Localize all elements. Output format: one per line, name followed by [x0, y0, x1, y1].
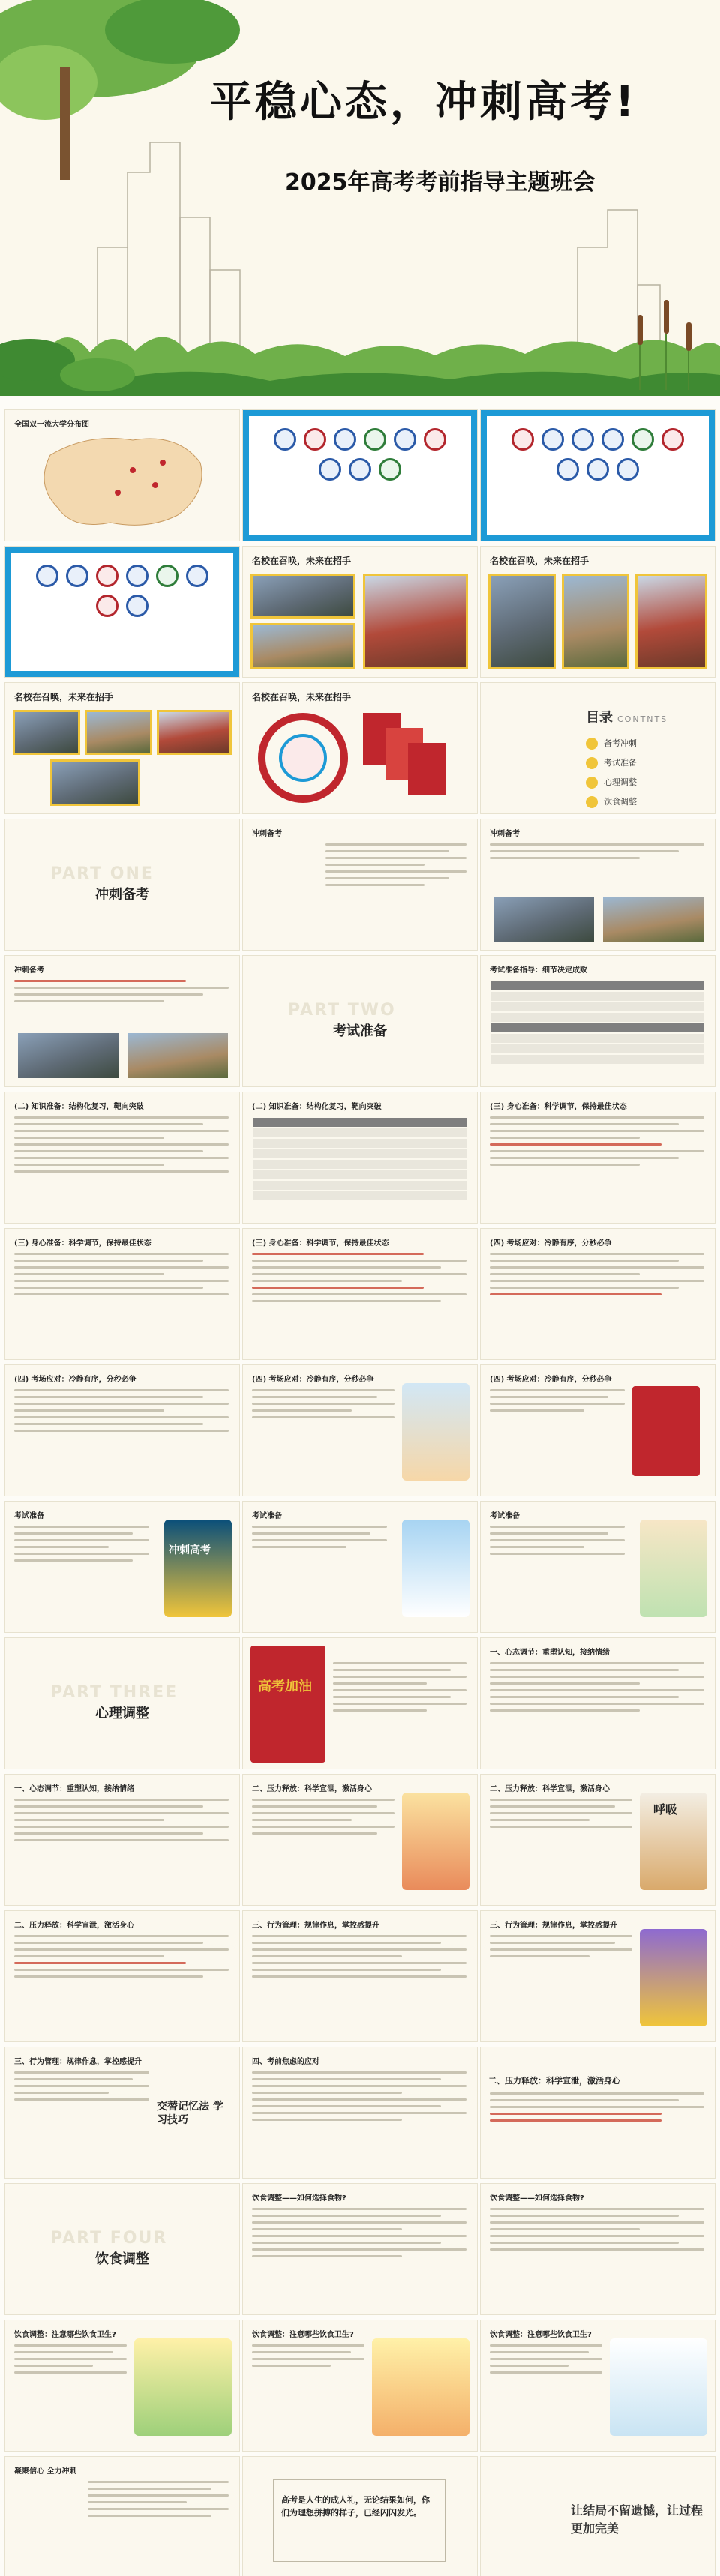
slide-title: 名校在召唤，未来在招手: [14, 692, 114, 702]
slide-title: 凝聚信心 全力冲刺: [14, 2467, 77, 2476]
slide-title: 一、心态调节：重塑认知，接纳情绪: [14, 1785, 134, 1793]
slide-diet-a[interactable]: [4, 2320, 240, 2452]
slide-knowledge-1[interactable]: [4, 1092, 240, 1224]
slide-closing[interactable]: [480, 2456, 716, 2576]
slide-title: 二、压力释放：科学宣泄，激活身心: [488, 2076, 620, 2086]
slide-title: (三) 身心准备：科学调节，保持最佳状态: [14, 1239, 152, 1248]
motivation-poster: [632, 1386, 700, 1476]
slide-title: 二、压力释放：科学宣泄，激活身心: [14, 1922, 134, 1930]
slide-title: (四) 考场应对：冷静有序，分秒必争: [252, 1376, 374, 1384]
part-name: 冲刺备考: [95, 887, 149, 903]
slide-title: 饮食调整：注意哪些饮食卫生?: [490, 2331, 592, 2339]
slide-title: (三) 身心准备：科学调节，保持最佳状态: [490, 1103, 627, 1111]
slide-famous-school-1[interactable]: [242, 546, 478, 678]
slide-sprint-1[interactable]: [242, 819, 478, 951]
slide-university-map[interactable]: [4, 409, 240, 541]
slide-title: 考试准备: [14, 1512, 44, 1520]
part-name: 心理调整: [95, 1706, 149, 1721]
slide-manage-3[interactable]: [4, 2047, 240, 2179]
closing-text: 让结局不留遗憾，让过程更加完美: [571, 2503, 704, 2536]
toc-title: 目录: [586, 710, 613, 726]
slide-title: 三、行为管理：规律作息，掌控感提升: [490, 1922, 617, 1930]
slide-title: 饮食调整：注意哪些饮食卫生?: [14, 2331, 116, 2339]
slide-title: 二、压力释放：科学宣泄，激活身心: [490, 1785, 610, 1793]
slide-knowledge-2[interactable]: [242, 1092, 478, 1224]
slide-title: 冲刺备考: [14, 966, 44, 975]
logo-wheel-icon: [243, 683, 478, 814]
hero-cover-slide: [0, 0, 720, 405]
hero-subtitle: 2025年高考考前指导主题班会: [285, 169, 596, 196]
slide-strategy-4[interactable]: [480, 1364, 716, 1496]
slide-stress-1[interactable]: [242, 1774, 478, 1906]
slide-part-three[interactable]: [4, 1637, 240, 1769]
slide-mind-3[interactable]: [4, 1774, 240, 1906]
university-logos: [264, 428, 456, 481]
slide-title: 考试准备指导：细节决定成败: [490, 966, 587, 975]
slide-diet-q2[interactable]: [480, 2183, 716, 2315]
slide-title: 冲刺备考: [252, 830, 282, 838]
slide-title: 名校在召唤，未来在招手: [490, 556, 590, 566]
poster-text: 冲刺高考: [169, 1544, 211, 1556]
slide-sprint-2[interactable]: [480, 819, 716, 951]
slide-title: 饮食调整：注意哪些饮食卫生?: [252, 2331, 354, 2339]
slide-title: 考试准备: [490, 1512, 520, 1520]
quote-text: 高考是人生的成人礼，无论结果如何，你们为理想拼搏的样子，已经闪闪发光。: [281, 2495, 430, 2518]
toc-en: CONTNTS: [617, 714, 668, 724]
slide-title: 一、心态调节：重塑认知，接纳情绪: [490, 1649, 610, 1657]
slide-title: (二) 知识准备：结构化复习，靶向突破: [252, 1103, 382, 1111]
slide-mind-2[interactable]: [480, 1637, 716, 1769]
slide-strategy-1[interactable]: [480, 1228, 716, 1360]
slide-exam-prep-1[interactable]: [4, 1501, 240, 1633]
quote-frame: [273, 2479, 446, 2562]
slide-title: (三) 身心准备：科学调节，保持最佳状态: [252, 1239, 389, 1248]
slide-body-2[interactable]: [4, 1228, 240, 1360]
toc-item-2[interactable]: 考试准备: [586, 753, 668, 773]
slide-famous-school-2[interactable]: [480, 546, 716, 678]
slide-university-logos-2[interactable]: [480, 409, 716, 541]
slide-manage-1[interactable]: [242, 1910, 478, 2042]
poster-text: 交替记忆法 学习技巧: [157, 2101, 224, 2126]
slide-table-of-contents[interactable]: [480, 682, 716, 814]
part-label: PART THREE: [50, 1683, 178, 1702]
poster-text: 高考加油: [258, 1679, 312, 1694]
slide-title: 冲刺备考: [490, 830, 520, 838]
slide-title: 名校在召唤，未来在招手: [252, 556, 352, 566]
slide-title: 名校在召唤，未来在招手: [252, 692, 352, 702]
slide-title: 二、压力释放：科学宣泄，激活身心: [252, 1785, 372, 1793]
slide-manage-2[interactable]: [480, 1910, 716, 2042]
slide-part-four[interactable]: [4, 2183, 240, 2315]
slide-exam-prep-2[interactable]: [242, 1501, 478, 1633]
student-illustration: [402, 1383, 470, 1481]
slide-thumbnail-grid: [0, 405, 720, 2576]
university-logos: [26, 565, 218, 617]
slide-part-one[interactable]: [4, 819, 240, 951]
poster-text: 呼吸: [653, 1802, 678, 1817]
slide-university-logos-3[interactable]: [4, 546, 240, 678]
part-label: PART ONE: [50, 864, 154, 883]
slide-body-1[interactable]: [480, 1092, 716, 1224]
slide-famous-school-3[interactable]: [4, 682, 240, 814]
slide-body-3[interactable]: [242, 1228, 478, 1360]
toc-item-4[interactable]: 饮食调整: [586, 792, 668, 812]
slide-stress-3[interactable]: [4, 1910, 240, 2042]
slide-title: 全国双一流大学分布图: [14, 421, 89, 429]
slide-title: 三、行为管理：规律作息，掌控感提升: [252, 1922, 380, 1930]
slide-title: 考试准备: [252, 1512, 282, 1520]
slide-strategy-2[interactable]: [4, 1364, 240, 1496]
toc-list: [586, 708, 668, 812]
slide-stress-2[interactable]: [480, 1774, 716, 1906]
hero-title: 平稳心态，冲刺高考!: [210, 78, 638, 127]
slide-exam-anxiety[interactable]: [242, 2047, 478, 2179]
slide-university-logos-1[interactable]: [242, 409, 478, 541]
slide-mind-1[interactable]: [242, 1637, 478, 1769]
slide-title: (四) 考场应对：冷静有序，分秒必争: [14, 1376, 136, 1384]
slide-exam-prep-table[interactable]: [480, 955, 716, 1087]
part-label: PART FOUR: [50, 2229, 168, 2248]
slide-title: 三、行为管理：规律作息，掌控感提升: [14, 2058, 142, 2066]
slide-sprint-3[interactable]: [4, 955, 240, 1087]
slide-title: 四、考前焦虑的应对: [252, 2058, 320, 2066]
slide-title: (四) 考场应对：冷静有序，分秒必争: [490, 1239, 612, 1248]
slide-strategy-3[interactable]: [242, 1364, 478, 1496]
slide-title: (四) 考场应对：冷静有序，分秒必争: [490, 1376, 612, 1384]
toc-item-1[interactable]: 备考冲刺: [586, 734, 668, 753]
slide-famous-school-4[interactable]: [242, 682, 478, 814]
hero-decoration: [0, 0, 720, 405]
part-name: 饮食调整: [95, 2251, 149, 2267]
part-label: PART TWO: [288, 1001, 396, 1020]
china-map-icon: [5, 410, 240, 541]
slide-title: (二) 知识准备：结构化复习，靶向突破: [14, 1103, 144, 1111]
part-name: 考试准备: [333, 1023, 387, 1039]
slide-exam-prep-3[interactable]: [480, 1501, 716, 1633]
slide-end-1[interactable]: [4, 2456, 240, 2576]
slide-title: 饮食调整——如何选择食物?: [490, 2194, 584, 2203]
slide-diet-b[interactable]: [242, 2320, 478, 2452]
slide-quote[interactable]: [242, 2456, 478, 2576]
slide-part-two[interactable]: [242, 955, 478, 1087]
slide-diet-q1[interactable]: [242, 2183, 478, 2315]
slide-diet-c[interactable]: [480, 2320, 716, 2452]
slide-stress-summary[interactable]: [480, 2047, 716, 2179]
slide-title: 饮食调整——如何选择食物?: [252, 2194, 346, 2203]
toc-item-3[interactable]: 心理调整: [586, 773, 668, 792]
university-logos: [502, 428, 694, 481]
